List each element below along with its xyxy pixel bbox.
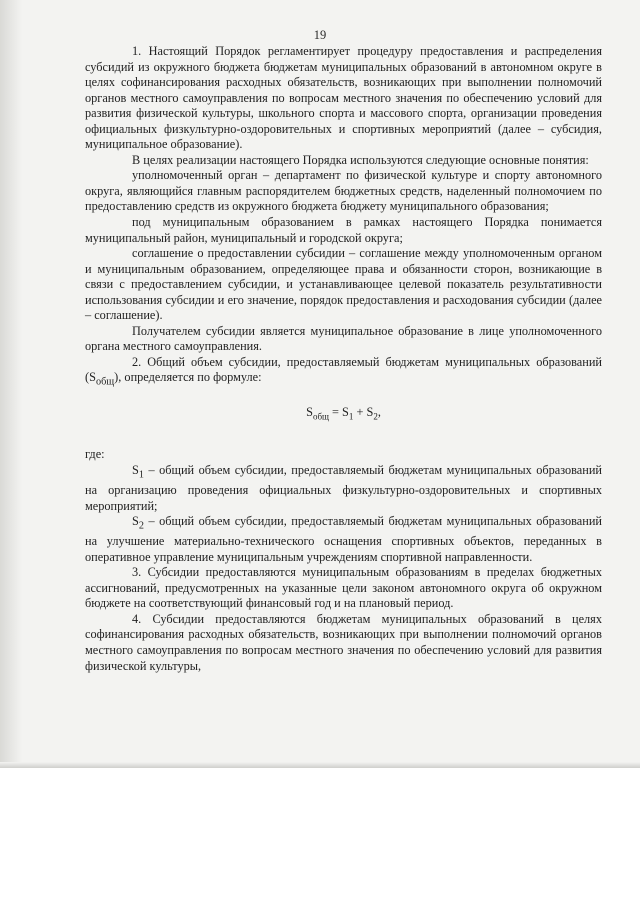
subscript: общ [95, 376, 115, 388]
text: 2. Общий объем субсидии, предоставляемый бюджетам муниципальных образований (S [85, 354, 602, 385]
text: ), определяется по формуле: [114, 370, 262, 385]
subscript: 1 [138, 469, 144, 481]
paragraph-4: 4. Субсидии предоставляются бюджетам муниципальных образований в целях софинансирования расходных обязательств, возникающих при выполнении полномочий органов местного самоуправления по вопросам местного значения по обеспечению условий для развития физической культуры, [85, 611, 602, 673]
formula-subscript: 2 [373, 411, 378, 422]
formula-subscript: общ [312, 411, 329, 422]
definition-municipality: под муниципальным образованием в рамках настоящего Порядка понимается муниципальный район, муниципальный и городской округа; [85, 215, 602, 245]
formula [85, 405, 602, 425]
paragraph-recipient: Получателем субсидии является муниципальное образование в лице уполномоченного органа местного самоуправления. [85, 323, 602, 354]
paragraph-3: 3. Субсидии предоставляются муниципальным образованиям в пределах бюджетных ассигнований, предусмотренных на указанные цели законом автономного округа об окружном бюджете на соответствующий финансовый год и на плановый период. [85, 565, 602, 611]
formula-part: + S [353, 405, 374, 420]
formula-subscript: 1 [348, 411, 354, 422]
definition-authorized-body: уполномоченный орган – департамент по физической культуре и спорту автономного округа, являющийся главным распорядителем бюджетных средств, наделенный полномочием по предоставлению средств из окружного бюджета бюджету муниципального образования; [85, 168, 602, 214]
page-number: 19 [313, 28, 327, 42]
formula-part: , [377, 405, 381, 420]
where-label: где: [85, 447, 105, 462]
definition-s2 [85, 514, 602, 565]
symbol: S [132, 514, 139, 529]
document-body [85, 44, 602, 674]
symbol: S [132, 463, 139, 478]
paragraph-2: В целях реализации настоящего Порядка используются следующие основные понятия: [132, 152, 589, 167]
definition-agreement: соглашение о предоставлении субсидии – соглашение между уполномоченным органом и муниципальным образованием, определяющее права и обязанности сторон, возникающие в связи с предоставлением субсидии, и устанавливающее целевой показатель результативности использования субсидии и его значение, порядок предоставления и расходования субсидии (далее – соглашение). [85, 246, 602, 323]
formula-part: = S [328, 405, 349, 420]
subscript: 2 [138, 520, 144, 532]
formula-symbol: S [306, 405, 313, 420]
text: – общий объем субсидии, предоставляемый бюджетам муниципальных образований на организацию проведения официальных физкультурно-оздоровительных и спортивных мероприятий; [85, 463, 602, 513]
text: – общий объем субсидии, предоставляемый бюджетам муниципальных образований на улучшение материально-технического оснащения спортивных объектов, переданных в оперативное управление муниципальным учреждениям спортивной направленности. [85, 514, 602, 564]
definition-s1 [85, 463, 602, 514]
paragraph-1: 1. Настоящий Порядок регламентирует процедуру предоставления и распределения субсидий из окружного бюджета бюджетам муниципальных образований в автономном округе в целях софинансирования расходных обязательств, возникающих при выполнении полномочий органов местного самоуправления по вопросам местного значения по обеспечению условий для развития физической культуры, школьного спорта и массового спорта, организации проведения официальных физкультурно-оздоровительных и спортивных мероприятий (далее – субсидия, муниципальное образование). [85, 44, 602, 152]
paragraph-2-total-volume [85, 355, 602, 391]
blank-area [0, 768, 640, 905]
